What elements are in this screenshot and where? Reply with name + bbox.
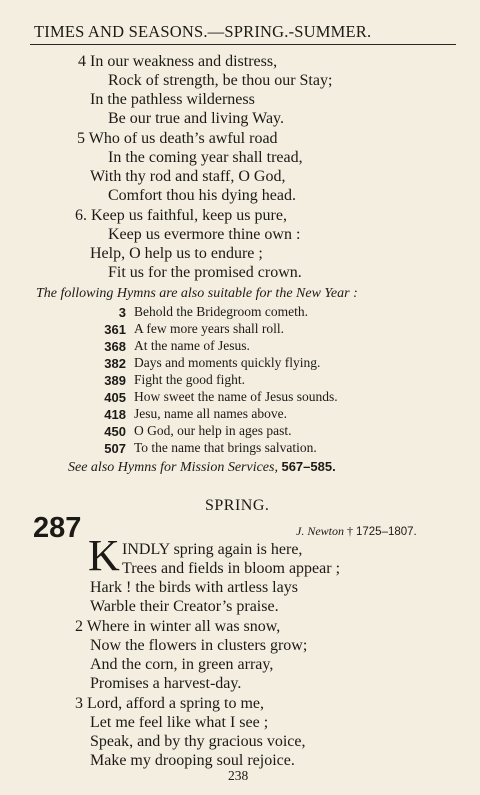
hymn-ref-title: Days and moments quickly flying. — [134, 355, 321, 370]
verse-line: With thy rod and staff, O God, — [90, 168, 286, 185]
verse-line: Warble their Creator’s praise. — [90, 598, 279, 615]
verse-line: Now the flowers in clusters grow; — [90, 637, 308, 654]
verse-line: 3 Lord, afford a spring to me, — [75, 695, 264, 712]
hymn-number: 287 — [33, 512, 82, 544]
verse-line: In the pathless wilderness — [90, 91, 255, 108]
verse-line: Promises a harvest-day. — [90, 675, 242, 692]
verse-line: 2 Where in winter all was snow, — [75, 618, 281, 635]
page-number: 238 — [228, 768, 249, 783]
verse-line: Hark ! the birds with artless lays — [90, 579, 298, 596]
verse-line: Speak, and by thy gracious voice, — [90, 733, 306, 750]
hymn-ref-number: 368 — [104, 339, 126, 354]
suitable-note: The following Hymns are also suitable for the New Year : — [36, 286, 358, 301]
hymn-ref-title: Behold the Bridegroom cometh. — [134, 304, 308, 319]
author-years: 1725–1807. — [356, 526, 417, 538]
author-credit — [296, 524, 417, 539]
hymn-ref-title: O God, our help in ages past. — [134, 423, 292, 438]
hymn-ref-number: 389 — [104, 373, 126, 388]
dagger-mark: † — [347, 524, 353, 538]
verse-line: INDLY spring again is here, — [122, 541, 303, 558]
verse-line: Rock of strength, be thou our Stay; — [108, 72, 333, 89]
drop-cap: K — [88, 531, 120, 580]
verse-line: Keep us evermore thine own : — [108, 226, 301, 243]
hymn-ref-title: How sweet the name of Jesus sounds. — [134, 389, 338, 404]
running-header: TIMES AND SEASONS.—SPRING.-SUMMER. — [34, 22, 372, 41]
see-also-text: See also Hymns for Mission Services, — [68, 460, 278, 475]
hymn-ref-title: At the name of Jesus. — [134, 338, 250, 353]
hymn-ref-number: 361 — [104, 322, 126, 337]
hymn-ref-number: 507 — [104, 441, 126, 456]
verse-line: In the coming year shall tread, — [108, 149, 303, 166]
hymn-ref-number: 450 — [104, 424, 126, 439]
hymn-ref-title: Jesu, name all names above. — [134, 406, 287, 421]
section-title: SPRING. — [205, 497, 270, 514]
hymn-ref-title: To the name that brings salvation. — [134, 440, 317, 455]
hymn-ref-number: 3 — [118, 305, 126, 320]
hymn-ref-number: 418 — [104, 407, 126, 422]
header-rule — [30, 44, 456, 45]
verse-line: Trees and fields in bloom appear ; — [122, 560, 341, 577]
verse-line: Fit us for the promised crown. — [108, 264, 302, 281]
verse-line: 4 In our weakness and distress, — [78, 53, 278, 70]
see-also-note — [68, 459, 336, 476]
author-name: J. Newton — [296, 524, 344, 538]
verse-line: Comfort thou his dying head. — [108, 187, 296, 204]
hymn-ref-number: 382 — [104, 356, 126, 371]
hymn-ref-number: 405 — [104, 390, 126, 405]
verse-line: Let me feel like what I see ; — [90, 714, 269, 731]
verse-line: 6. Keep us faithful, keep us pure, — [75, 207, 287, 224]
verse-line: Be our true and living Way. — [108, 110, 285, 127]
verse-line: Make my drooping soul rejoice. — [90, 752, 295, 769]
verse-line: 5 Who of us death’s awful road — [77, 130, 278, 147]
see-also-range: 567–585. — [281, 459, 336, 474]
verse-line: Help, O help us to endure ; — [90, 245, 263, 262]
hymn-ref-title: A few more years shall roll. — [134, 321, 284, 336]
verse-line: And the corn, in green array, — [90, 656, 274, 673]
hymn-ref-title: Fight the good fight. — [134, 372, 245, 387]
